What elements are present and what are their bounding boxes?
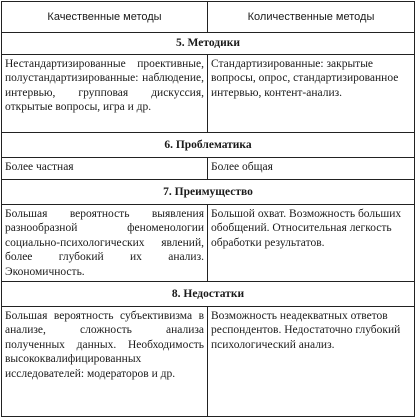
section-title-advantages: 7. Преимущество — [2, 180, 415, 205]
section-row-methods — [2, 33, 415, 55]
header-qualitative-methods: Качественные методы — [2, 2, 208, 33]
section-title-problematics: 6. Проблематика — [2, 133, 415, 158]
section-row-problematics — [2, 133, 415, 158]
table-header-row — [2, 2, 415, 33]
methods-comparison-table — [1, 1, 415, 417]
section-title-disadvantages: 8. Недостатки — [2, 282, 415, 307]
cell-qualitative-problematics: Более частная — [2, 158, 208, 180]
section-row-advantages — [2, 180, 415, 205]
table-row-problematics — [2, 158, 415, 180]
cell-quantitative-disadvantages: Возможность неадекватных ответов респондентов. Недостаточно глубокий психологический анализ. — [208, 307, 415, 417]
table-row-disadvantages — [2, 307, 415, 417]
cell-quantitative-problematics: Более общая — [208, 158, 415, 180]
cell-qualitative-disadvantages: Большая вероятность субъективизма в анализе, сложность анализа полученных данных. Необходимость высококвалифицированных исследователей: модераторов и др. — [2, 307, 208, 417]
header-quantitative-methods: Количественные методы — [208, 2, 415, 33]
table-row-methods — [2, 55, 415, 133]
section-row-disadvantages — [2, 282, 415, 307]
cell-quantitative-advantages: Большой охват. Возможность больших обобщений. Относительная легкость обработки результатов. — [208, 205, 415, 282]
cell-quantitative-methods: Стандартизированные: закрытые вопросы, опрос, стандартизированное интервью, контент-анализ. — [208, 55, 415, 133]
section-title-methods: 5. Методики — [2, 33, 415, 55]
cell-qualitative-advantages: Большая вероятность выявления разнообразной феноменологии социально-психологических явлений, более глубокий их анализ. Экономичность. — [2, 205, 208, 282]
cell-qualitative-methods: Нестандартизированные проективные, полустандартизированные: наблюдение, интервью, групповая дискуссия, открытые вопросы, игра и др. — [2, 55, 208, 133]
table-row-advantages — [2, 205, 415, 282]
